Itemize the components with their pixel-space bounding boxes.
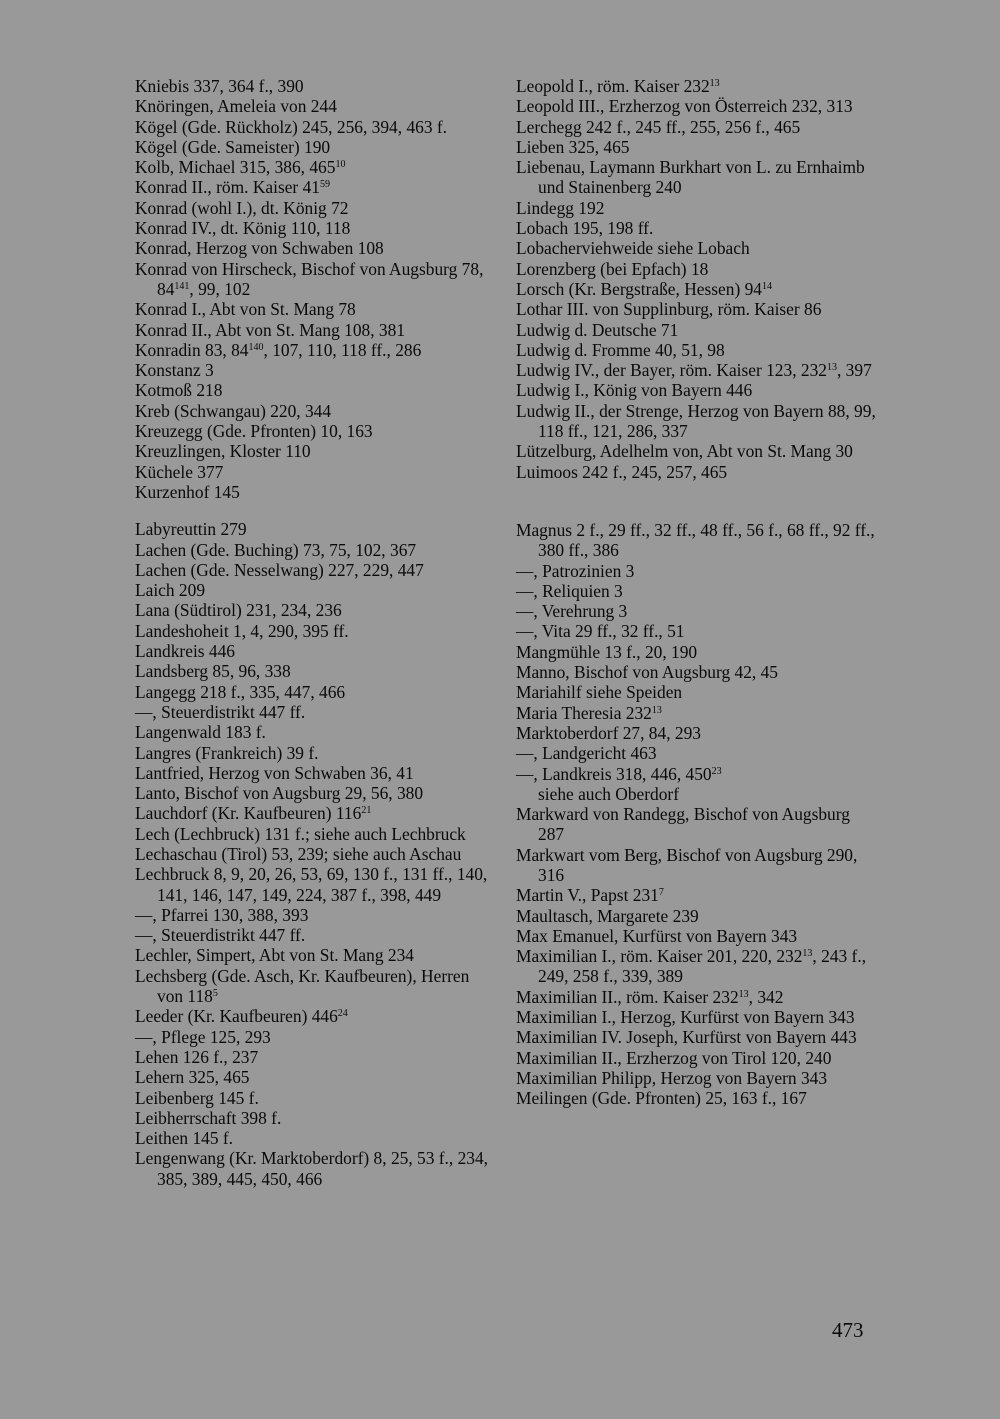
footnote-ref: 5 bbox=[212, 988, 218, 1000]
index-entry bbox=[135, 1047, 495, 1067]
index-entry-text: Konrad I., Abt von St. Mang 78 bbox=[135, 299, 356, 320]
index-entry-text: Maximilian II., Erzherzog von Tirol 120, 240 bbox=[516, 1047, 832, 1068]
footnote-ref: 13 bbox=[826, 362, 837, 374]
index-entry bbox=[135, 198, 495, 218]
index-entry-text: Konrad, Herzog von Schwaben 108 bbox=[135, 238, 384, 259]
index-entry bbox=[516, 703, 876, 723]
index-entry bbox=[135, 722, 495, 742]
index-entry bbox=[135, 482, 495, 502]
index-entry bbox=[516, 621, 876, 641]
index-entry-text: —, Steuerdistrikt 447 ff. bbox=[135, 701, 306, 722]
footnote-ref: 13 bbox=[651, 704, 662, 716]
index-entry bbox=[516, 1088, 876, 1108]
index-entry bbox=[135, 1128, 495, 1148]
index-entry bbox=[135, 905, 495, 925]
index-entry-text: Maximilian I., Herzog, Kurfürst von Bayern 343 bbox=[516, 1007, 855, 1028]
index-entry-text: Leopold I., röm. Kaiser 232 bbox=[516, 76, 710, 96]
index-entry-text: Lindegg 192 bbox=[516, 197, 605, 218]
index-entry-text: Küchele 377 bbox=[135, 461, 224, 482]
footnote-ref: 141 bbox=[174, 280, 190, 292]
index-entry-text: Landkreis 446 bbox=[135, 641, 235, 662]
index-entry bbox=[135, 560, 495, 580]
index-entry bbox=[516, 1007, 876, 1027]
index-entry bbox=[516, 218, 876, 238]
index-entry-text: Kurzenhof 145 bbox=[135, 481, 240, 502]
index-entry-text: Manno, Bischof von Augsburg 42, 45 bbox=[516, 662, 778, 683]
index-entry bbox=[135, 117, 495, 137]
index-entry bbox=[516, 561, 876, 581]
index-entry-text: Lechbruck 8, 9, 20, 26, 53, 69, 130 f., 131 ff., 140, 141, 146, 147, 149, 224, 387 f., 398, 449 bbox=[135, 864, 488, 905]
footnote-ref: 140 bbox=[248, 341, 264, 353]
index-entry bbox=[135, 299, 495, 319]
index-entry-text: Leibenberg 145 f. bbox=[135, 1087, 259, 1108]
index-entry bbox=[516, 723, 876, 743]
index-entry-text: Maultasch, Margarete 239 bbox=[516, 905, 699, 926]
index-entry-text: Martin V., Papst 231 bbox=[516, 885, 659, 906]
index-entry bbox=[135, 340, 495, 360]
index-entry-text: Landeshoheit 1, 4, 290, 395 ff. bbox=[135, 620, 349, 641]
index-entry bbox=[135, 380, 495, 400]
index-entry bbox=[135, 824, 495, 844]
index-entry bbox=[516, 987, 876, 1007]
index-entry bbox=[135, 682, 495, 702]
index-entry-text: Lechaschau (Tirol) 53, 239; siehe auch Aschau bbox=[135, 843, 462, 864]
index-entry-continuation: , 99, 102 bbox=[189, 278, 251, 299]
index-entry bbox=[516, 401, 876, 442]
index-entry bbox=[516, 662, 876, 682]
letter-group-gap bbox=[516, 482, 876, 520]
index-entry bbox=[135, 401, 495, 421]
index-entry bbox=[135, 96, 495, 116]
index-entry-text: Lobach 195, 198 ff. bbox=[516, 218, 654, 239]
letter-group-gap bbox=[135, 502, 495, 519]
index-entry bbox=[135, 1148, 495, 1189]
index-entry-text: Langres (Frankreich) 39 f. bbox=[135, 742, 319, 763]
index-entry-text: Markward von Randegg, Bischof von Augsburg 287 bbox=[516, 804, 850, 845]
index-entry bbox=[135, 157, 495, 177]
index-entry bbox=[516, 157, 876, 198]
index-entry bbox=[135, 1108, 495, 1128]
index-entry-continuation: , 243 f., 249, 258 f., 339, 389 bbox=[538, 946, 867, 987]
index-entry bbox=[516, 279, 876, 299]
index-column-right bbox=[516, 76, 876, 1109]
index-entry-text: Ludwig d. Fromme 40, 51, 98 bbox=[516, 339, 725, 360]
index-entry-text: Magnus 2 f., 29 ff., 32 ff., 48 ff., 56 f., 68 ff., 92 ff., 380 ff., 386 bbox=[516, 519, 875, 561]
index-entry-text: Maria Theresia 232 bbox=[516, 702, 652, 723]
index-entry-text: Meilingen (Gde. Pfronten) 25, 163 f., 167 bbox=[516, 1088, 807, 1109]
index-entry-text: Ludwig IV., der Bayer, röm. Kaiser 123, 232 bbox=[516, 360, 827, 381]
index-entry-text: Maximilian IV. Joseph, Kurfürst von Bayern 443 bbox=[516, 1027, 857, 1048]
index-entry bbox=[516, 117, 876, 137]
index-entry bbox=[135, 441, 495, 461]
index-entry-text: Kögel (Gde. Sameister) 190 bbox=[135, 136, 331, 157]
index-entry-text: Leithen 145 f. bbox=[135, 1128, 234, 1149]
index-entry-text: Konrad von Hirscheck, Bischof von Augsburg 78, 84 bbox=[135, 258, 484, 299]
index-entry-text: Knöringen, Ameleia von 244 bbox=[135, 96, 337, 117]
index-entry-text: Konrad II., röm. Kaiser 41 bbox=[135, 177, 320, 198]
index-entry bbox=[135, 137, 495, 157]
index-entry-text: Lerchegg 242 f., 245 ff., 255, 256 f., 465 bbox=[516, 116, 801, 137]
index-entry-text: Konrad II., Abt von St. Mang 108, 381 bbox=[135, 319, 406, 340]
index-entry bbox=[135, 925, 495, 945]
index-entry bbox=[516, 581, 876, 601]
index-entry-text: Konstanz 3 bbox=[135, 360, 214, 381]
index-entry bbox=[516, 764, 876, 805]
index-entry-text: Luimoos 242 f., 245, 257, 465 bbox=[516, 461, 728, 482]
index-entry bbox=[516, 926, 876, 946]
footnote-ref: 59 bbox=[319, 179, 330, 191]
index-entry bbox=[516, 1068, 876, 1088]
index-entry bbox=[516, 360, 876, 380]
index-entry-text: Lauchdorf (Kr. Kaufbeuren) 116 bbox=[135, 803, 362, 824]
index-entry bbox=[135, 1067, 495, 1087]
index-entry-text: Lothar III. von Supplinburg, röm. Kaiser 86 bbox=[516, 299, 822, 320]
index-entry bbox=[135, 238, 495, 258]
index-entry bbox=[135, 360, 495, 380]
index-entry bbox=[135, 621, 495, 641]
index-entry bbox=[516, 380, 876, 400]
index-entry-text: Kreb (Schwangau) 220, 344 bbox=[135, 400, 332, 421]
footnote-ref: 13 bbox=[709, 78, 720, 89]
index-entry-text: Kotmoß 218 bbox=[135, 380, 223, 401]
index-entry bbox=[516, 743, 876, 763]
index-entry bbox=[516, 642, 876, 662]
index-entry-text: Leibherrschaft 398 f. bbox=[135, 1107, 282, 1128]
index-entry-text: Konrad (wohl I.), dt. König 72 bbox=[135, 197, 349, 218]
index-entry bbox=[516, 885, 876, 905]
index-entry-continuation: siehe auch Oberdorf bbox=[538, 783, 679, 804]
index-entry-text: Kreuzlingen, Kloster 110 bbox=[135, 441, 311, 462]
index-entry-text: —, Verehrung 3 bbox=[516, 601, 628, 622]
index-entry bbox=[135, 580, 495, 600]
index-entry-text: Liebenau, Laymann Burkhart von L. zu Ernhaimb und Stainenberg 240 bbox=[516, 157, 865, 198]
index-entry-text: —, Vita 29 ff., 32 ff., 51 bbox=[516, 621, 685, 642]
index-entry-text: Lobacherviehweide siehe Lobach bbox=[516, 238, 750, 259]
index-entry-text: Lachen (Gde. Buching) 73, 75, 102, 367 bbox=[135, 539, 417, 560]
index-entry bbox=[516, 520, 876, 561]
index-entry-text: Lehern 325, 465 bbox=[135, 1067, 250, 1088]
index-entry bbox=[516, 601, 876, 621]
index-entry bbox=[135, 421, 495, 441]
index-entry bbox=[135, 1006, 495, 1026]
index-entry bbox=[135, 462, 495, 482]
index-entry bbox=[516, 340, 876, 360]
index-entry bbox=[516, 76, 876, 96]
index-entry bbox=[135, 783, 495, 803]
index-entry-text: Lech (Lechbruck) 131 f.; siehe auch Lechbruck bbox=[135, 823, 466, 844]
index-entry bbox=[135, 76, 495, 96]
index-entry bbox=[135, 320, 495, 340]
index-entry-continuation: , 342 bbox=[748, 986, 784, 1007]
footnote-ref: 13 bbox=[738, 988, 749, 1000]
index-entry-text: Lorenzberg (bei Epfach) 18 bbox=[516, 258, 709, 279]
index-entry bbox=[135, 540, 495, 560]
index-entry bbox=[516, 845, 876, 886]
index-entry bbox=[516, 299, 876, 319]
index-entry-text: —, Landkreis 318, 446, 450 bbox=[516, 763, 712, 784]
index-entry-text: Ludwig II., der Strenge, Herzog von Bayern 88, 99, 118 ff., 121, 286, 337 bbox=[516, 400, 876, 442]
footnote-ref: 13 bbox=[802, 948, 813, 960]
index-entry-text: Laich 209 bbox=[135, 580, 206, 601]
index-entry-text: Kniebis 337, 364 f., 390 bbox=[135, 76, 304, 96]
index-entry bbox=[135, 945, 495, 965]
index-entry-text: Kolb, Michael 315, 386, 465 bbox=[135, 157, 336, 178]
index-entry-text: Lanto, Bischof von Augsburg 29, 56, 380 bbox=[135, 783, 424, 804]
index-entry-text: Markwart vom Berg, Bischof von Augsburg 290, 316 bbox=[516, 844, 858, 885]
index-entry bbox=[135, 1027, 495, 1047]
index-entry bbox=[135, 844, 495, 864]
index-entry bbox=[135, 177, 495, 197]
index-entry bbox=[516, 96, 876, 116]
index-entry bbox=[135, 218, 495, 238]
index-entry-text: Maximilian I., röm. Kaiser 201, 220, 232 bbox=[516, 946, 803, 967]
index-entry-text: —, Landgericht 463 bbox=[516, 743, 657, 764]
footnote-ref: 21 bbox=[361, 805, 372, 817]
index-entry-text: Marktoberdorf 27, 84, 293 bbox=[516, 722, 701, 743]
index-entry-text: Kögel (Gde. Rückholz) 245, 256, 394, 463 f. bbox=[135, 116, 448, 137]
index-entry bbox=[135, 600, 495, 620]
index-entry-text: Konrad IV., dt. König 110, 118 bbox=[135, 218, 351, 239]
index-entry bbox=[135, 864, 495, 905]
footnote-ref: 23 bbox=[711, 765, 722, 777]
index-entry-text: —, Pfarrei 130, 388, 393 bbox=[135, 904, 309, 925]
index-entry-text: Lantfried, Herzog von Schwaben 36, 41 bbox=[135, 762, 414, 783]
index-entry-text: Lechler, Simpert, Abt von St. Mang 234 bbox=[135, 945, 414, 966]
index-entry-text: Lana (Südtirol) 231, 234, 236 bbox=[135, 600, 342, 621]
index-entry bbox=[516, 462, 876, 482]
footnote-ref: 10 bbox=[335, 159, 346, 171]
index-entry bbox=[516, 946, 876, 987]
index-entry-text: Lehen 126 f., 237 bbox=[135, 1046, 259, 1067]
index-entry bbox=[516, 198, 876, 218]
index-entry bbox=[516, 1048, 876, 1068]
footnote-ref: 7 bbox=[658, 887, 664, 899]
index-entry-text: Landsberg 85, 96, 338 bbox=[135, 661, 291, 682]
index-entry-text: Labyreuttin 279 bbox=[135, 519, 247, 540]
index-entry-text: Ludwig I., König von Bayern 446 bbox=[516, 380, 753, 401]
index-entry-text: Maximilian Philipp, Herzog von Bayern 343 bbox=[516, 1067, 828, 1088]
index-entry bbox=[135, 641, 495, 661]
index-entry bbox=[135, 661, 495, 681]
footnote-ref: 14 bbox=[761, 280, 772, 292]
index-entry-text: Konradin 83, 84 bbox=[135, 339, 249, 360]
index-entry bbox=[135, 702, 495, 722]
index-entry bbox=[516, 1027, 876, 1047]
index-entry bbox=[135, 1088, 495, 1108]
index-entry-text: —, Pflege 125, 293 bbox=[135, 1026, 271, 1047]
index-entry-text: Ludwig d. Deutsche 71 bbox=[516, 319, 679, 340]
index-entry-continuation: , 397 bbox=[836, 360, 872, 381]
index-entry-text: Leopold III., Erzherzog von Österreich 232, 313 bbox=[516, 96, 853, 117]
index-entry-text: —, Reliquien 3 bbox=[516, 580, 623, 601]
index-entry bbox=[135, 259, 495, 300]
index-entry-text: Lützelburg, Adelhelm von, Abt von St. Mang 30 bbox=[516, 441, 853, 462]
index-entry bbox=[516, 320, 876, 340]
index-entry bbox=[516, 441, 876, 461]
index-entry-text: Mangmühle 13 f., 20, 190 bbox=[516, 641, 698, 662]
index-entry-text: Langenwald 183 f. bbox=[135, 722, 266, 743]
index-entry-text: Langegg 218 f., 335, 447, 466 bbox=[135, 681, 346, 702]
index-entry bbox=[135, 743, 495, 763]
index-entry-text: Kreuzegg (Gde. Pfronten) 10, 163 bbox=[135, 421, 373, 442]
index-column-left bbox=[135, 76, 495, 1189]
index-entry bbox=[516, 906, 876, 926]
index-entry bbox=[516, 682, 876, 702]
index-entry bbox=[516, 238, 876, 258]
index-entry-text: —, Patrozinien 3 bbox=[516, 560, 635, 581]
index-entry-continuation: , 107, 110, 118 ff., 286 bbox=[263, 339, 422, 360]
index-entry-text: Lachen (Gde. Nesselwang) 227, 229, 447 bbox=[135, 559, 424, 580]
index-entry-text: Mariahilf siehe Speiden bbox=[516, 682, 683, 703]
index-entry-text: Leeder (Kr. Kaufbeuren) 446 bbox=[135, 1006, 338, 1027]
index-entry bbox=[516, 804, 876, 845]
index-entry-text: Lorsch (Kr. Bergstraße, Hessen) 94 bbox=[516, 278, 762, 299]
index-entry-text: Max Emanuel, Kurfürst von Bayern 343 bbox=[516, 925, 798, 946]
index-entry-text: Maximilian II., röm. Kaiser 232 bbox=[516, 986, 739, 1007]
index-entry bbox=[135, 519, 495, 539]
index-entry-text: —, Steuerdistrikt 447 ff. bbox=[135, 925, 306, 946]
index-entry bbox=[516, 259, 876, 279]
index-entry bbox=[135, 803, 495, 823]
page-number: 473 bbox=[832, 1318, 864, 1342]
index-entry-text: Lengenwang (Kr. Marktoberdorf) 8, 25, 53 f., 234, 385, 389, 445, 450, 466 bbox=[135, 1148, 489, 1189]
index-entry bbox=[516, 137, 876, 157]
index-entry bbox=[135, 763, 495, 783]
index-entry-text: Lieben 325, 465 bbox=[516, 136, 630, 157]
footnote-ref: 24 bbox=[337, 1008, 348, 1020]
index-entry-text: Lechsberg (Gde. Asch, Kr. Kaufbeuren), Herren von 118 bbox=[135, 965, 470, 1007]
index-entry bbox=[135, 966, 495, 1007]
